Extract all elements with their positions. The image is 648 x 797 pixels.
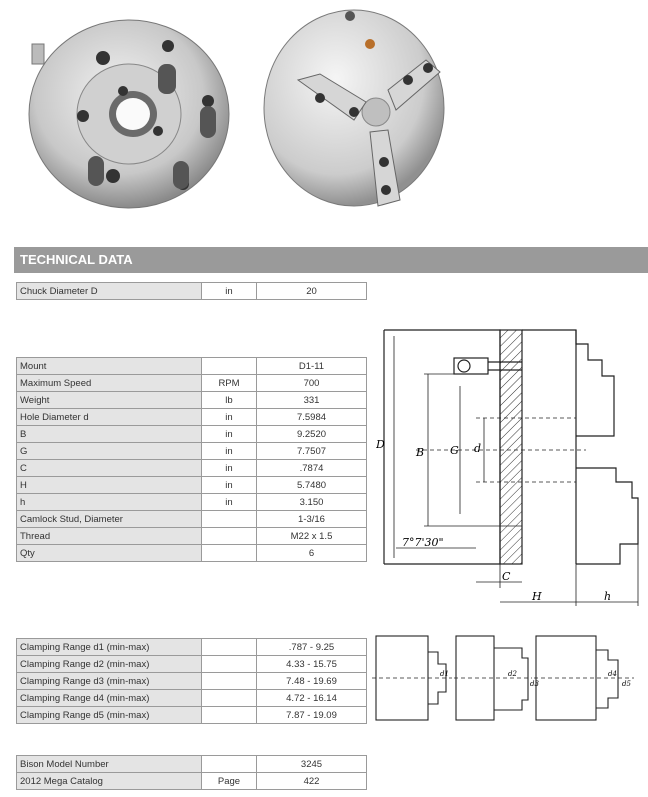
row-value: 7.48 - 19.69 bbox=[257, 673, 367, 690]
specs-table bbox=[16, 357, 367, 562]
row-value: 5.7480 bbox=[257, 477, 367, 494]
clamping-range-drawing bbox=[372, 628, 640, 728]
table-row bbox=[17, 392, 367, 409]
chuck-diameter-table bbox=[16, 282, 367, 300]
section-header bbox=[14, 247, 648, 273]
label-G: G bbox=[450, 444, 459, 457]
row-value: 7.5984 bbox=[257, 409, 367, 426]
row-value: 9.2520 bbox=[257, 426, 367, 443]
row-unit: in bbox=[202, 477, 257, 494]
table-row bbox=[17, 494, 367, 511]
row-value: 6 bbox=[257, 545, 367, 562]
chuck-front-photo bbox=[18, 6, 240, 212]
table-row bbox=[17, 409, 367, 426]
row-label: 2012 Mega Catalog bbox=[17, 773, 202, 790]
row-label: Clamping Range d5 (min-max) bbox=[17, 707, 202, 724]
row-unit: Page bbox=[202, 773, 257, 790]
row-label: Clamping Range d2 (min-max) bbox=[17, 656, 202, 673]
table-row bbox=[17, 656, 367, 673]
table-row bbox=[17, 673, 367, 690]
catalog-table bbox=[16, 755, 367, 790]
table-row bbox=[17, 707, 367, 724]
row-label: G bbox=[17, 443, 202, 460]
row-label: Weight bbox=[17, 392, 202, 409]
label-d4: d4 bbox=[608, 670, 617, 678]
clamping-table bbox=[16, 638, 367, 724]
label-D: D bbox=[376, 438, 385, 451]
table-row bbox=[17, 460, 367, 477]
label-d1: d1 bbox=[440, 670, 449, 678]
row-unit bbox=[202, 528, 257, 545]
row-value: 4.72 - 16.14 bbox=[257, 690, 367, 707]
row-value: 3.150 bbox=[257, 494, 367, 511]
row-value: D1-11 bbox=[257, 358, 367, 375]
label-C: C bbox=[502, 570, 511, 583]
row-value: 3245 bbox=[257, 756, 367, 773]
label-d2: d2 bbox=[508, 670, 517, 678]
row-label: Hole Diameter d bbox=[17, 409, 202, 426]
row-value: .7874 bbox=[257, 460, 367, 477]
row-label: Clamping Range d3 (min-max) bbox=[17, 673, 202, 690]
table-row bbox=[17, 511, 367, 528]
label-d5: d5 bbox=[622, 680, 631, 688]
table-row bbox=[17, 756, 367, 773]
row-unit bbox=[202, 639, 257, 656]
row-unit: in bbox=[202, 460, 257, 477]
row-unit bbox=[202, 656, 257, 673]
label-angle: 7°7'30" bbox=[402, 536, 444, 549]
table-row bbox=[17, 375, 367, 392]
table-row bbox=[17, 528, 367, 545]
row-unit bbox=[202, 690, 257, 707]
row-value: 7.87 - 19.09 bbox=[257, 707, 367, 724]
table-row bbox=[17, 690, 367, 707]
row-label: h bbox=[17, 494, 202, 511]
row-label: Chuck Diameter D bbox=[17, 283, 202, 300]
table-row bbox=[17, 773, 367, 790]
row-value: 700 bbox=[257, 375, 367, 392]
row-unit: in bbox=[202, 426, 257, 443]
row-label: C bbox=[17, 460, 202, 477]
row-unit bbox=[202, 545, 257, 562]
row-value: 331 bbox=[257, 392, 367, 409]
table-row bbox=[17, 283, 367, 300]
row-value: M22 x 1.5 bbox=[257, 528, 367, 545]
row-unit: in bbox=[202, 443, 257, 460]
row-label: Thread bbox=[17, 528, 202, 545]
row-label: Clamping Range d4 (min-max) bbox=[17, 690, 202, 707]
row-value: 7.7507 bbox=[257, 443, 367, 460]
row-label: H bbox=[17, 477, 202, 494]
row-label: B bbox=[17, 426, 202, 443]
section-title: TECHNICAL DATA bbox=[20, 252, 133, 267]
table-row bbox=[17, 358, 367, 375]
table-row bbox=[17, 639, 367, 656]
row-unit: in bbox=[202, 283, 257, 300]
row-label: Qty bbox=[17, 545, 202, 562]
chuck-section-drawing bbox=[376, 326, 644, 608]
row-unit bbox=[202, 358, 257, 375]
row-unit: in bbox=[202, 409, 257, 426]
label-d: d bbox=[474, 442, 482, 455]
row-label: Camlock Stud, Diameter bbox=[17, 511, 202, 528]
row-unit: RPM bbox=[202, 375, 257, 392]
label-H: H bbox=[532, 590, 542, 603]
row-label: Mount bbox=[17, 358, 202, 375]
row-value: 20 bbox=[257, 283, 367, 300]
label-B: B bbox=[416, 446, 425, 459]
table-row bbox=[17, 443, 367, 460]
chuck-jaws-photo bbox=[258, 2, 473, 216]
row-value: 1-3/16 bbox=[257, 511, 367, 528]
table-row bbox=[17, 477, 367, 494]
row-label: Clamping Range d1 (min-max) bbox=[17, 639, 202, 656]
row-unit bbox=[202, 756, 257, 773]
row-value: 422 bbox=[257, 773, 367, 790]
label-h: h bbox=[604, 590, 612, 603]
row-label: Maximum Speed bbox=[17, 375, 202, 392]
row-label: Bison Model Number bbox=[17, 756, 202, 773]
row-value: .787 - 9.25 bbox=[257, 639, 367, 656]
row-unit: lb bbox=[202, 392, 257, 409]
row-unit bbox=[202, 707, 257, 724]
row-unit bbox=[202, 673, 257, 690]
row-unit bbox=[202, 511, 257, 528]
label-d3: d3 bbox=[530, 680, 539, 688]
table-row bbox=[17, 545, 367, 562]
table-row bbox=[17, 426, 367, 443]
row-value: 4.33 - 15.75 bbox=[257, 656, 367, 673]
row-unit: in bbox=[202, 494, 257, 511]
